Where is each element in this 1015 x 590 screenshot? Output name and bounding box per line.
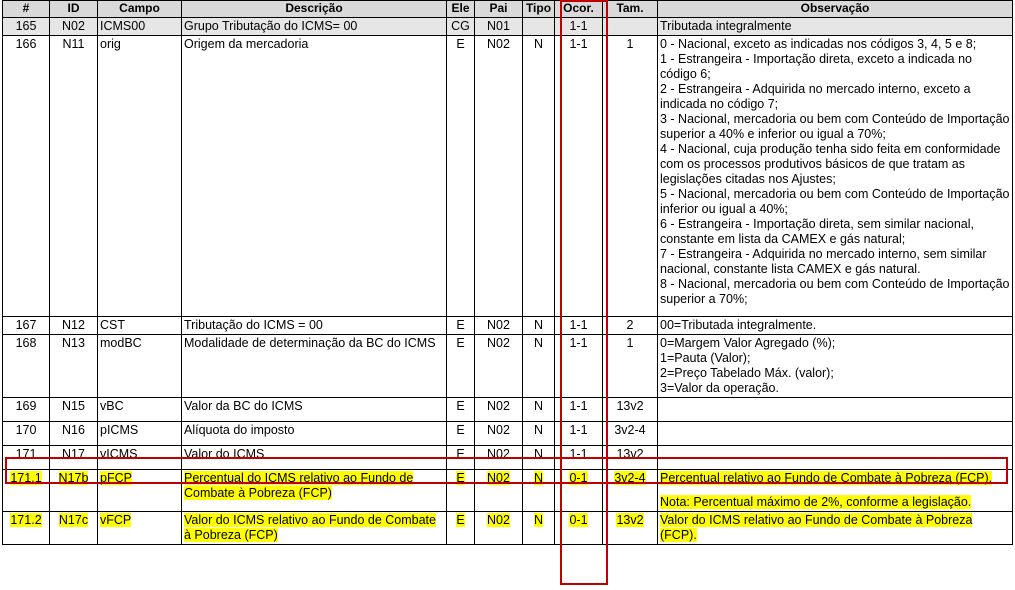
cell-tipo [523,446,555,470]
cell-ele-text: E [456,447,465,461]
cell-id [50,36,98,317]
observacao-line: 3 - Nacional, mercadoria ou bem com Conteúdo de Importação superior a 40% e inferior ou igual a 70%; [660,112,1010,141]
cell-num-text: 168 [15,336,37,350]
cell-pai [475,422,523,446]
observacao-line: 1=Pauta (Valor); [660,351,751,365]
spec-table-container [2,0,1012,545]
cell-id-text: N15 [62,399,85,413]
table-row [3,446,1013,470]
cell-tipo-text: N [533,513,544,527]
cell-num-text: 166 [15,37,37,51]
cell-id-text: N02 [62,19,85,33]
cell-descricao-text: Grupo Tributação do ICMS= 00 [184,19,358,33]
cell-pai-text: N01 [487,19,510,33]
cell-pai [475,335,523,398]
cell-id-text: N17 [62,447,85,461]
cell-campo [98,512,182,545]
cell-ele-text: E [456,399,465,413]
cell-tam [603,512,658,545]
cell-observacao [658,398,1013,422]
cell-campo [98,422,182,446]
cell-ocor-text: 1-1 [569,423,588,437]
cell-num [3,446,50,470]
cell-pai-text: N02 [487,513,510,527]
cell-num [3,470,50,512]
cell-ocor-text: 1-1 [569,37,588,51]
cell-tipo-text: N [533,447,544,461]
cell-campo-text: orig [100,37,121,51]
cell-descricao [182,317,447,335]
cell-ocor [555,470,603,512]
cell-descricao-text: Valor do ICMS [184,447,265,461]
cell-pai-text: N02 [487,447,510,461]
cell-id [50,512,98,545]
cell-tipo-text: N [533,318,544,332]
cell-observacao [658,36,1013,317]
cell-ocor [555,317,603,335]
cell-descricao [182,18,447,36]
cell-observacao [658,470,1013,512]
cell-descricao-text: Tributação do ICMS = 00 [184,318,323,332]
cell-tipo [523,18,555,36]
cell-num [3,36,50,317]
cell-num [3,18,50,36]
table-row [3,335,1013,398]
col-header-ocor: Ocor. [555,1,603,18]
table-row [3,422,1013,446]
cell-pai-text: N02 [487,336,510,350]
cell-id [50,470,98,512]
col-header-num: # [3,1,50,18]
cell-num-text: 169 [15,399,37,413]
cell-ele-text: CG [451,19,470,33]
col-header-tipo: Tipo [523,1,555,18]
spec-table [2,0,1013,545]
cell-tipo [523,398,555,422]
cell-tam-text: 1 [626,336,634,350]
cell-tipo [523,335,555,398]
cell-ocor-text: 0-1 [569,471,588,485]
cell-tipo [523,36,555,317]
cell-ocor [555,422,603,446]
cell-campo-text: pFCP [100,471,132,485]
cell-pai [475,36,523,317]
cell-id-text: N16 [62,423,85,437]
cell-pai-text: N02 [487,423,510,437]
observacao-line: 5 - Nacional, mercadoria ou bem com Conteúdo de Importação inferior ou igual a 40%; [660,187,1010,216]
observacao-line: 0 - Nacional, exceto as indicadas nos códigos 3, 4, 5 e 8; [660,37,977,51]
cell-id [50,398,98,422]
cell-ocor [555,398,603,422]
cell-pai [475,18,523,36]
cell-num-text: 171.1 [10,471,42,485]
cell-ocor-text: 1-1 [569,447,588,461]
cell-id-text: N13 [62,336,85,350]
cell-ocor [555,18,603,36]
cell-campo-text: pICMS [100,423,139,437]
observacao-line [660,513,1010,543]
observacao-line: 1 - Estrangeira - Importação direta, exceto a indicada no código 6; [660,52,972,81]
cell-ele [447,335,475,398]
cell-ele [447,317,475,335]
cell-tipo [523,317,555,335]
cell-num [3,422,50,446]
header-row [3,1,1013,18]
cell-campo [98,398,182,422]
cell-id [50,335,98,398]
observacao-line: 2=Preço Tabelado Máx. (valor); [660,366,834,380]
cell-campo-text: vBC [100,399,124,413]
table-row [3,36,1013,317]
cell-tam-text: 13v2 [616,513,644,527]
cell-tam-text: 13v2 [616,399,644,413]
cell-tam [603,398,658,422]
observacao-line: 7 - Estrangeira - Adquirida no mercado interno, sem similar nacional, constante lista CAMEX e gás natural. [660,247,987,276]
cell-descricao [182,470,447,512]
cell-num [3,398,50,422]
cell-descricao [182,36,447,317]
cell-observacao [658,18,1013,36]
cell-num-text: 167 [15,318,37,332]
col-header-campo: Campo [98,1,182,18]
cell-id [50,18,98,36]
cell-observacao [658,512,1013,545]
table-row [3,470,1013,512]
cell-ele [447,36,475,317]
cell-num-text: 171 [15,447,37,461]
cell-ocor [555,446,603,470]
cell-descricao [182,422,447,446]
cell-descricao-text: Percentual do ICMS relativo ao Fundo de Combate à Pobreza (FCP) [184,471,414,500]
cell-tam [603,422,658,446]
cell-pai [475,512,523,545]
cell-campo-text: ICMS00 [100,19,146,33]
cell-ele [447,446,475,470]
observacao-note [660,495,1010,510]
cell-observacao [658,335,1013,398]
cell-tipo [523,512,555,545]
cell-pai [475,446,523,470]
cell-id [50,446,98,470]
cell-campo [98,18,182,36]
cell-descricao-text: Alíquota do imposto [184,423,295,437]
cell-tam [603,36,658,317]
col-header-descricao: Descrição [182,1,447,18]
cell-observacao [658,317,1013,335]
col-header-pai: Pai [475,1,523,18]
cell-ele-text: E [456,318,465,332]
cell-id [50,317,98,335]
observacao-highlight: Valor do ICMS relativo ao Fundo de Combate à Pobreza (FCP). [660,513,973,542]
cell-tipo-text: N [533,336,544,350]
cell-campo [98,335,182,398]
table-row [3,18,1013,36]
cell-tipo-text: N [533,399,544,413]
cell-pai [475,470,523,512]
col-header-ele: Ele [447,1,475,18]
cell-descricao-text: Valor da BC do ICMS [184,399,303,413]
cell-ele-text: E [456,37,465,51]
cell-descricao-text: Valor do ICMS relativo ao Fundo de Combate à Pobreza (FCP) [184,513,436,542]
cell-campo [98,36,182,317]
cell-tam [603,18,658,36]
cell-tipo [523,422,555,446]
cell-id-text: N11 [62,37,85,51]
cell-ocor-text: 1-1 [569,19,588,33]
cell-descricao [182,398,447,422]
cell-ocor-text: 0-1 [569,513,588,527]
cell-tipo [523,470,555,512]
cell-campo [98,470,182,512]
cell-pai-text: N02 [487,318,510,332]
cell-ele [447,470,475,512]
cell-tam-text: 3v2-4 [614,471,646,485]
cell-id-text: N17b [58,471,89,485]
cell-tam [603,446,658,470]
cell-ele-text: E [456,471,465,485]
observacao-line: 0=Margem Valor Agregado (%); [660,336,836,350]
cell-pai [475,398,523,422]
cell-campo-text: CST [100,318,125,332]
observacao-line: 3=Valor da operação. [660,381,779,395]
cell-tam-text: 3v2-4 [614,423,646,437]
cell-num-text: 165 [15,19,37,33]
col-header-observacao: Observação [658,1,1013,18]
col-header-tam: Tam. [603,1,658,18]
cell-num [3,335,50,398]
observacao-line: 8 - Nacional, mercadoria ou bem com Conteúdo de Importação superior a 70%; [660,277,1010,306]
cell-ocor-text: 1-1 [569,336,588,350]
cell-ele [447,398,475,422]
cell-ele-text: E [456,423,465,437]
cell-ele-text: E [456,513,465,527]
cell-pai [475,317,523,335]
cell-ele [447,18,475,36]
observacao-line [660,471,1010,486]
cell-id-text: N12 [62,318,85,332]
table-row [3,398,1013,422]
cell-ocor-text: 1-1 [569,318,588,332]
cell-ele [447,422,475,446]
cell-id-text: N17c [58,513,89,527]
cell-tam-text: 13v2 [616,447,644,461]
observacao-line: Tributada integralmente [660,19,792,33]
cell-num-text: 171.2 [10,513,42,527]
cell-tam [603,470,658,512]
cell-ocor [555,335,603,398]
cell-descricao [182,512,447,545]
observacao-line: 00=Tributada integralmente. [660,318,817,332]
cell-descricao-text: Origem da mercadoria [184,37,309,51]
cell-tam-text: 2 [626,318,634,332]
cell-num-text: 170 [15,423,37,437]
cell-tam [603,335,658,398]
cell-num [3,317,50,335]
cell-descricao [182,446,447,470]
cell-ocor-text: 1-1 [569,399,588,413]
table-row [3,512,1013,545]
cell-ele-text: E [456,336,465,350]
cell-id [50,422,98,446]
observacao-line: 2 - Estrangeira - Adquirida no mercado interno, exceto a indicada no código 7; [660,82,971,111]
cell-campo-text: vICMS [100,447,138,461]
cell-ocor [555,512,603,545]
cell-observacao [658,446,1013,470]
cell-descricao [182,335,447,398]
cell-num [3,512,50,545]
cell-ocor [555,36,603,317]
cell-pai-text: N02 [487,37,510,51]
cell-tipo-text: N [533,423,544,437]
cell-campo [98,446,182,470]
cell-tam [603,317,658,335]
cell-tipo-text: N [533,471,544,485]
cell-pai-text: N02 [487,399,510,413]
observacao-line: 4 - Nacional, cuja produção tenha sido feita em conformidade com os processos produtivos básicos de que tratam as legislações citadas nos Ajustes; [660,142,1001,186]
col-header-id: ID [50,1,98,18]
cell-tam-text: 1 [626,37,634,51]
cell-campo-text: modBC [100,336,142,350]
observacao-note-text: Nota: Percentual máximo de 2%, conforme a legislação. [660,495,972,509]
cell-ele [447,512,475,545]
observacao-highlight: Percentual relativo ao Fundo de Combate à Pobreza (FCP). [660,471,993,485]
cell-observacao [658,422,1013,446]
cell-campo-text: vFCP [100,513,132,527]
cell-campo [98,317,182,335]
cell-descricao-text: Modalidade de determinação da BC do ICMS [184,336,436,350]
cell-tipo-text: N [533,37,544,51]
cell-pai-text: N02 [487,471,510,485]
table-row [3,317,1013,335]
observacao-line: 6 - Estrangeira - Importação direta, sem similar nacional, constante em lista da CAMEX e gás natural; [660,217,975,246]
